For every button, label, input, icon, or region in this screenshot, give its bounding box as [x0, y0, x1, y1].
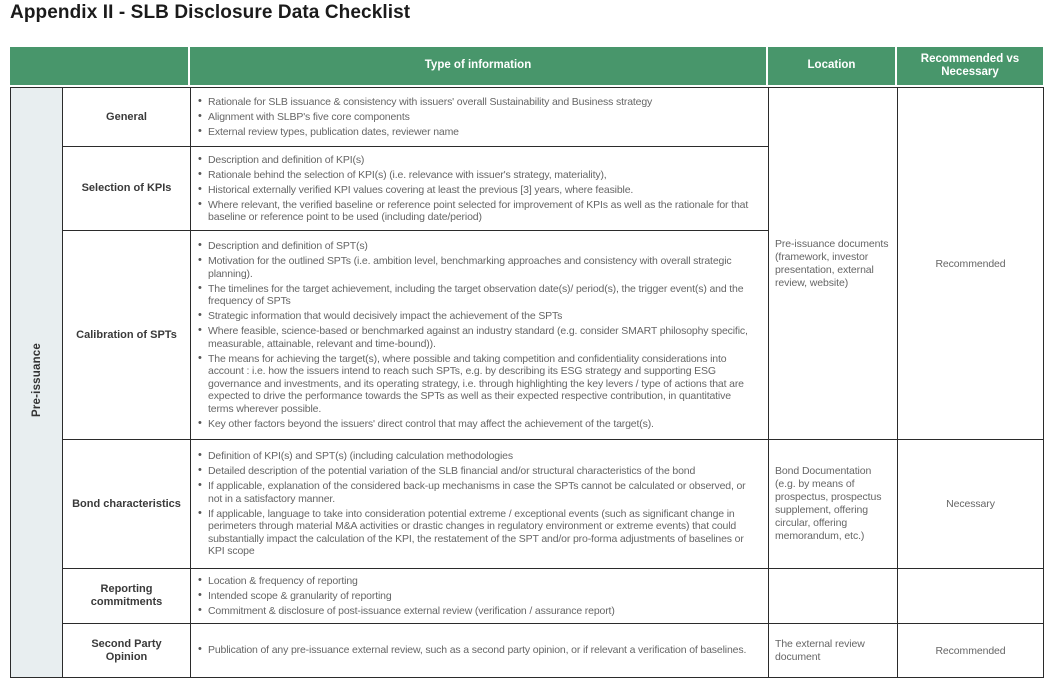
bullet-item: • The timelines for the target achievement, including the target observation date(s)/ period(s), the trigger event(s) and the frequency of SPTs	[196, 283, 758, 308]
info-cell-selection-of-kpis	[191, 147, 769, 231]
bullet-item: • Description and definition of SPT(s)	[196, 240, 758, 253]
category-selection-of-kpis: Selection of KPIs	[63, 147, 191, 231]
page-title: Appendix II - SLB Disclosure Data Checklist	[10, 2, 411, 23]
bullet-item: • Location & frequency of reporting	[196, 575, 758, 588]
slb-checklist-table	[10, 87, 1044, 678]
table-header-row	[10, 47, 1043, 85]
bullet-item: • Rationale for SLB issuance & consistency with issuers' overall Sustainability and Business strategy	[196, 96, 758, 109]
table-row	[11, 440, 1044, 569]
bullet-item: • Rationale behind the selection of KPI(s) (i.e. relevance with issuer's strategy, materiality),	[196, 169, 758, 182]
table-row	[11, 624, 1044, 678]
location-cell-pre-issuance-documents: Pre-issuance documents (framework, investor presentation, external review, website)	[769, 88, 898, 440]
bullet-item: • Strategic information that would decisively impact the achievement of the SPTs	[196, 310, 758, 323]
info-cell-general	[191, 88, 769, 147]
location-cell-reporting-empty	[769, 569, 898, 624]
category-second-party-opinion: Second Party Opinion	[63, 624, 191, 678]
recommendation-cell-second-party-opinion: Recommended	[898, 624, 1044, 678]
table-row	[11, 88, 1044, 147]
phase-cell-pre-issuance	[11, 88, 63, 678]
recommendation-cell-pre-issuance: Recommended	[898, 88, 1044, 440]
bullet-list	[196, 96, 758, 139]
bullet-item: • Definition of KPI(s) and SPT(s) (including calculation methodologies	[196, 450, 758, 463]
bullet-item: • Where feasible, science-based or benchmarked against an industry standard (e.g. consider SMART philosophy specific, measurable, attainable, relevant and time-bound)).	[196, 325, 758, 350]
bullet-item: • The means for achieving the target(s), where possible and taking competition and confidentiality considerations into account : i.e. how the issuers intend to reach such SPTs, e.g. by describing its ESG strategy and supporting ESG governance and investments, and its operating strategy, i.e. through highlighting the key levers / type of actions that are expected to drive the performance towards the SPTs as well as their expected respective contribution, in quantitative terms wherever possible.	[196, 353, 758, 416]
recommendation-cell-bond: Necessary	[898, 440, 1044, 569]
info-cell-reporting-commitments	[191, 569, 769, 624]
bullet-item: • Where relevant, the verified baseline or reference point selected for improvement of KPIs as well as the rationale for that baseline or reference point to be used (including date/period)	[196, 199, 758, 224]
info-cell-calibration-of-spts	[191, 231, 769, 440]
bullet-item: • External review types, publication dates, reviewer name	[196, 126, 758, 139]
bullet-item: • Intended scope & granularity of reporting	[196, 590, 758, 603]
bullet-item: • If applicable, language to take into consideration potential extreme / exceptional events (such as significant change in perimeters through material M&A activities or drastic changes in regulatory environment or extreme events) that could substantially impact the calculation of the KPI, the restatement of the SPT and/or pro-forma adjustments of baselines or KPI scope	[196, 508, 758, 558]
category-bond-characteristics: Bond characteristics	[63, 440, 191, 569]
header-type-of-information: Type of information	[190, 47, 768, 85]
bullet-item: • Description and definition of KPI(s)	[196, 154, 758, 167]
bullet-item: • Alignment with SLBP's five core components	[196, 111, 758, 124]
header-location: Location	[768, 47, 897, 85]
location-cell-external-review-document: The external review document	[769, 624, 898, 678]
info-cell-bond-characteristics	[191, 440, 769, 569]
table-row	[11, 569, 1044, 624]
info-cell-second-party-opinion	[191, 624, 769, 678]
bullet-list	[196, 450, 758, 558]
category-calibration-of-spts: Calibration of SPTs	[63, 231, 191, 440]
bullet-item: • If applicable, explanation of the considered back-up mechanisms in case the SPTs cannot be calculated or observed, or not in a satisfactory manner.	[196, 480, 758, 505]
category-reporting-commitments: Reporting commitments	[63, 569, 191, 624]
bullet-list	[196, 575, 758, 618]
bullet-list	[196, 240, 758, 430]
category-general: General	[63, 88, 191, 147]
recommendation-cell-reporting-empty	[898, 569, 1044, 624]
bullet-list	[196, 154, 758, 224]
bullet-item: • Detailed description of the potential variation of the SLB financial and/or structural characteristics of the bond	[196, 465, 758, 478]
bullet-list	[196, 644, 758, 657]
bullet-item: • Motivation for the outlined SPTs (i.e. ambition level, benchmarking approaches and consistency with overall strategic planning).	[196, 255, 758, 280]
location-cell-bond-documentation: Bond Documentation (e.g. by means of prospectus, prospectus supplement, offering circular, offering memorandum, etc.)	[769, 440, 898, 569]
bullet-item: • Publication of any pre-issuance external review, such as a second party opinion, or if relevant a verification of baselines.	[196, 644, 758, 657]
bullet-item: • Historical externally verified KPI values covering at least the previous [3] years, where feasible.	[196, 184, 758, 197]
header-recommended-vs-necessary: Recommended vs Necessary	[897, 47, 1043, 85]
header-corner-cell	[10, 47, 190, 85]
bullet-item: • Key other factors beyond the issuers' direct control that may affect the achievement of the target(s).	[196, 418, 758, 431]
bullet-item: • Commitment & disclosure of post-issuance external review (verification / assurance report)	[196, 605, 758, 618]
phase-label: Pre-issuance	[30, 343, 43, 417]
